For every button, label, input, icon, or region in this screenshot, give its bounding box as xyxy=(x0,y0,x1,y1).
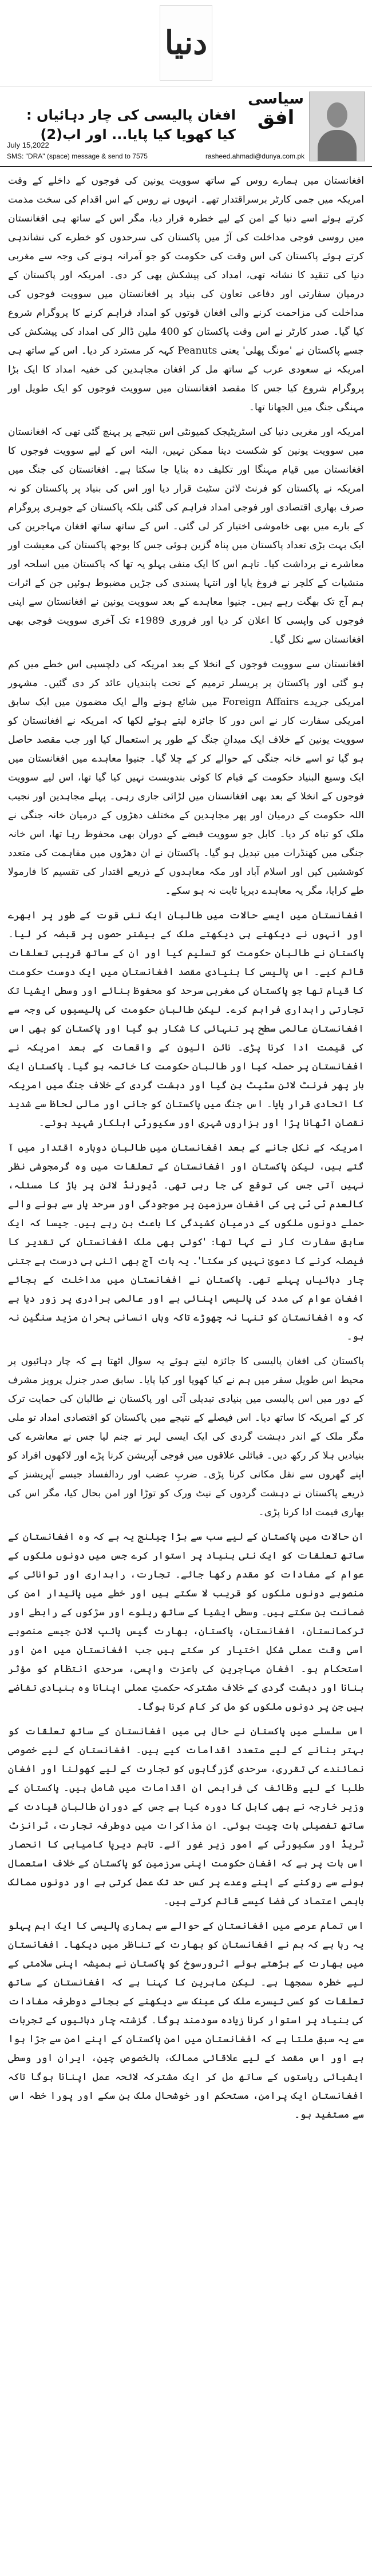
article-body xyxy=(8,172,364,2130)
paragraph-9: اس تمام عرصے میں افغانستان کے حوالے سے ہماری پالیسی کا ایک اہم پہلو یہ رہا ہے کہ ہم نے افغانستان کو بھارت کے تناظر میں دیکھا۔ افغانستان میں بھارت کے بڑھتے ہوئے اثرورسوخ کو پاکستان نے ہمیشہ اپنی سلامتی کے لیے خطرہ سمجھا ہے۔ لیکن ماہرین کا کہنا ہے کہ افغانستان کے ساتھ تعلقات کو کسی تیسرے ملک کی عینک سے دیکھنے کے بجائے دوطرفہ مفادات کی بنیاد پر استوار کرنا زیادہ سودمند ہوگا۔ گزشتہ چار دہائیوں کے تجربات سے یہ سبق ملتا ہے کہ افغانستان میں امن پاکستان کے اپنے امن سے جڑا ہوا ہے اور اس مقصد کے لیے علاقائی ممالک، بالخصوص چین، ایران اور وسطی ایشیائی ریاستوں کے ساتھ مل کر ایک مشترکہ لائحہ عمل اپنانا ہوگا تاکہ افغانستان ایک پرامن، مستحکم اور خوشحال ملک بن سکے اور پورا خطہ اس سے مستفید ہو۔ xyxy=(8,1920,364,2121)
logo-text: دنیا xyxy=(164,24,208,62)
column-name-line1: سیاسی xyxy=(248,90,304,108)
column-header xyxy=(0,86,372,167)
sms-instructions: SMS: "DRA" (space) message & send to 7575 xyxy=(7,152,148,160)
author-photo-body xyxy=(318,130,357,161)
masthead xyxy=(0,0,372,86)
column-name-line2: افق xyxy=(257,106,295,129)
paragraph-8: اس سلسلے میں پاکستان نے حال ہی میں افغانستان کے ساتھ تعلقات کو بہتر بنانے کے لیے متعدد اقدامات کیے ہیں۔ افغانستان کے لیے خصوصی نمائندے کی تقرری، سرحدی گزرگاہوں کو تجارت کے لیے کھولنا اور افغان طلبا کے لیے وظائف کی فراہمی ان اقدامات میں شامل ہیں۔ پاکستان کے وزیر خارجہ نے بھی کابل کا دورہ کیا ہے جس کے دوران طالبان قیادت کے ساتھ تفصیلی بات چیت ہوئی۔ ان مذاکرات میں دوطرفہ تجارت، ٹرانزٹ ٹریڈ اور سکیورٹی کے امور زیر غور آئے۔ تاہم دیرپا کامیابی کا انحصار اس بات پر ہے کہ افغان حکومت اپنی سرزمین کو پاکستان کے خلاف استعمال ہونے سے روکنے کے اپنے وعدے پر کس حد تک عمل کرتی ہے اور دونوں ممالک باہمی اعتماد کی فضا کیسے قائم کرتے ہیں۔ xyxy=(8,1726,364,1907)
paragraph-5: امریکہ کے نکل جانے کے بعد افغانستان میں طالبان دوبارہ اقتدار میں آ گئے ہیں، لیکن پاکستان اور افغانستان کے تعلقات میں وہ گرمجوشی نظر نہیں آتی جس کی توقع کی جا رہی تھی۔ ڈیورنڈ لائن پر باڑ کا مسئلہ، کالعدم ٹی ٹی پی کی افغان سرزمین پر موجودگی اور سرحد پار سے ہونے والے حملے دونوں ملکوں کے درمیان کشیدگی کا باعث بن رہے ہیں۔ جیسا کہ ایک سابق سفارت کار نے کہا تھا: 'کوئی بھی ملک افغانستان کی تقدیر کا فیصلہ کرنے کا دعویٰ نہیں کر سکتا'۔ یہ بات آج بھی اتنی ہی درست ہے جتنی چار دہائیاں پہلے تھی۔ پاکستان نے افغانستان میں مداخلت کے بجائے افغان عوام کی مدد کی پالیسی اپنائی ہے اور عالمی برادری پر زور دیا ہے کہ وہ افغانستان کو تنہا نہ چھوڑے تاکہ وہاں انسانی بحران مزید سنگین نہ ہو۔ xyxy=(8,1142,364,1342)
author-email[interactable]: rasheed.ahmadi@dunya.com.pk xyxy=(205,152,304,160)
publication-date: July 15,2022 xyxy=(7,141,49,149)
author-photo-head xyxy=(327,102,347,128)
newspaper-logo xyxy=(160,5,212,81)
paragraph-6: پاکستان کی افغان پالیسی کا جائزہ لیتے ہوئے یہ سوال اٹھتا ہے کہ چار دہائیوں پر محیط اس طویل سفر میں ہم نے کیا کھویا اور کیا پایا۔ سابق صدر جنرل پرویز مشرف کے دور میں اس پالیسی میں بنیادی تبدیلی آئی اور پاکستان نے طالبان کی حمایت ترک کر کے امریکہ کا ساتھ دیا۔ اس فیصلے کے نتیجے میں پاکستان کو اقتصادی امداد تو ملی مگر ملک کے اندر دہشت گردی کی ایک ایسی لہر نے جنم لیا جس نے معاشرے کی بنیادیں ہلا کر رکھ دیں۔ قبائلی علاقوں میں فوجی آپریشن کرنا پڑے اور لاکھوں افراد کو اپنے گھروں سے نقل مکانی کرنا پڑی۔ ضربِ عضب اور ردالفساد جیسے آپریشنز کے ذریعے پاکستان نے دہشت گردوں کے نیٹ ورک کو توڑا اور امن بحال کیا، مگر اس کی بھاری قیمت ادا کرنا پڑی۔ xyxy=(8,1356,364,1518)
paragraph-7: ان حالات میں پاکستان کے لیے سب سے بڑا چیلنج یہ ہے کہ وہ افغانستان کے ساتھ تعلقات کو ایک نئی بنیاد پر استوار کرے جس میں دونوں ملکوں کے عوام کے مفادات کو مقدم رکھا جائے۔ تجارت، راہداری اور توانائی کے منصوبے دونوں ملکوں کو قریب لا سکتے ہیں اور خطے میں پائیدار امن کی ضمانت بن سکتے ہیں۔ وسطی ایشیا کے ساتھ ریلوے اور سڑکوں کے رابطے اور ترکمانستان، افغانستان، پاکستان، بھارت گیس پائپ لائن جیسے منصوبے اسی وقت عملی شکل اختیار کر سکتے ہیں جب افغانستان میں امن اور استحکام ہو۔ افغان مہاجرین کی باعزت واپسی، سرحدی انتظام کو مؤثر بنانا اور دہشت گردی کے خلاف مشترکہ حکمتِ عملی اپنانا وہ بنیادی تقاضے ہیں جن پر دونوں ملکوں کو مل کر کام کرنا ہوگا۔ xyxy=(8,1531,364,1713)
paragraph-4: افغانستان میں ایسے حالات میں طالبان ایک نئی قوت کے طور پر ابھرے اور انہوں نے دیکھتے ہی دیکھتے ملک کے بیشتر حصوں پر قبضہ کر لیا۔ پاکستان نے طالبان حکومت کو تسلیم کیا اور ان کے ساتھ قریبی تعلقات قائم کیے۔ اس پالیسی کا بنیادی مقصد افغانستان میں ایک دوست حکومت کا قیام تھا جو پاکستان کی مغربی سرحد کو محفوظ بنائے اور وسطی ایشیا تک تجارتی راہداری فراہم کرے۔ لیکن طالبان حکومت کی پالیسیوں کی وجہ سے افغانستان عالمی سطح پر تنہائی کا شکار ہو گیا اور پاکستان کو بھی اس کی قیمت ادا کرنا پڑی۔ نائن الیون کے واقعات کے بعد امریکہ نے افغانستان پر حملہ کیا اور طالبان حکومت کا خاتمہ ہو گیا۔ پاکستان ایک بار پھر فرنٹ لائن سٹیٹ بن گیا اور دہشت گردی کے خلاف جنگ میں امریکہ کا اتحادی قرار پایا۔ اس جنگ میں پاکستان کو جانی اور مالی لحاظ سے شدید نقصان اٹھانا پڑا اور ہزاروں شہری اور سکیورٹی اہلکار شہید ہوئے۔ xyxy=(8,910,364,1129)
column-brand xyxy=(247,90,304,128)
article-headline: افغان پالیسی کی چار دہائیاں : کیا کھویا کیا پایا... اور اب(2) xyxy=(26,107,236,143)
author-photo xyxy=(309,92,365,161)
paragraph-2: امریکہ اور مغربی دنیا کی اسٹریٹیجک کمیونٹی اس نتیجے پر پہنچ گئی تھی کہ افغانستان میں سوویت یونین کو شکست دینا ممکن نہیں، البتہ اس کے لیے سوویت فوجوں کا افغانستان میں قیام مہنگا اور تکلیف دہ بنایا جا سکتا ہے۔ افغانستان کی جنگ میں امریکہ نے پاکستان کو فرنٹ لائن سٹیٹ قرار دیا اور اس کی بنیاد پر پاکستان کو نہ صرف بھاری اقتصادی اور فوجی امداد فراہم کی گئی بلکہ پاکستان کے جوہری پروگرام کے بارے میں بھی خاموشی اختیار کر لی گئی۔ اس کے ساتھ ساتھ افغان مہاجرین کی ایک بہت بڑی تعداد پاکستان میں پناہ گزین ہوئی جس کا بوجھ پاکستان کی معیشت اور معاشرے نے برداشت کیا۔ تاہم اس کا ایک منفی پہلو یہ تھا کہ پاکستان میں اسلحہ اور منشیات کے کلچر نے فروغ پایا اور انتہا پسندی کی جڑیں مضبوط ہوئیں جن کے اثرات ہم آج تک بھگت رہے ہیں۔ جنیوا معاہدے کے بعد سوویت یونین نے افغانستان سے اپنی فوجوں کی واپسی کا اعلان کر دیا اور فروری 1989ء تک آخری سوویت فوجی بھی افغانستان سے نکل گیا۔ xyxy=(8,426,364,645)
paragraph-3: افغانستان سے سوویت فوجوں کے انخلا کے بعد امریکہ کی دلچسپی اس خطے میں کم ہو گئی اور پاکستان پر پریسلر ترمیم کے تحت پابندیاں عائد کر دی گئیں۔ مشہور امریکی جریدے Foreign Affairs میں شائع ہونے والے ایک مضمون میں ایک سابق امریکی سفارت کار نے اس دور کا جائزہ لیتے ہوئے لکھا کہ امریکہ نے افغانستان کو سوویت یونین کے خلاف ایک میدانِ جنگ کے طور پر استعمال کیا اور جب مقصد حاصل ہو گیا تو اسے خانہ جنگی کے حوالے کر کے چلا گیا۔ جنیوا معاہدے میں افغانستان میں ایک وسیع البنیاد حکومت کے قیام کا کوئی بندوبست نہیں کیا گیا تھا، اس لیے سوویت فوجوں کے انخلا کے بعد بھی افغانستان میں لڑائی جاری رہی۔ پہلے مجاہدین اور نجیب اللہ حکومت کے درمیان اور پھر مجاہدین کے مختلف دھڑوں کے درمیان خانہ جنگی نے ملک کو تباہ کر دیا۔ کابل جو سوویت قبضے کے دوران بھی محفوظ رہا تھا، اس خانہ جنگی میں کھنڈرات میں تبدیل ہو گیا۔ پاکستان نے ان دھڑوں میں مفاہمت کی متعدد کوششیں کیں اور اسلام آباد اور مکہ معاہدوں کے ذریعے اقتدار کی تقسیم کا فارمولا طے کرایا، مگر یہ معاہدے دیرپا ثابت نہ ہو سکے۔ xyxy=(8,659,364,897)
paragraph-1: افغانستان میں ہمارے روس کے ساتھ سوویت یونین کی فوجوں کے داخلے کے وقت امریکہ میں جمی کارٹر برسراقتدار تھے۔ انہوں نے روس کے اس اقدام کی سخت مذمت کرتے ہوئے اسے دنیا کے امن کے لیے خطرہ قرار دیا، مگر اس کے ساتھ ہی افغانستان میں روسی فوجی مداخلت کی آڑ میں پاکستان کی سرحدوں کو خطرے کی نشاندہی کرتے ہوئے پاکستان کی اس وقت کی حکومت کو جو آمرانہ ہونے کی وجہ سے مغربی دنیا کی تنقید کا نشانہ تھی، امداد کی پیشکش بھی کر دی۔ امریکہ اور پاکستان کے درمیان سفارتی اور دفاعی تعاون کی بنیاد پر افغانستان میں سوویت فوجوں کی مداخلت کی مزاحمت کرنے والی افغان قوتوں کو امداد فراہم کرنے کا پروگرام شروع کیا گیا۔ صدر کارٹر نے اس وقت پاکستان کو 400 ملین ڈالر کی امداد کی پیشکش کی جسے پاکستان نے 'مونگ پھلی' یعنی Peanuts کہہ کر مسترد کر دیا۔ اس کے ساتھ ہی امریکہ نے سعودی عرب کے ساتھ مل کر افغان مجاہدین کی خفیہ امداد کا ایک بڑا پروگرام شروع کیا جس کا مقصد افغانستان میں سوویت فوجوں کو ایک طویل اور مہنگی جنگ میں الجھانا تھا۔ xyxy=(8,175,364,413)
